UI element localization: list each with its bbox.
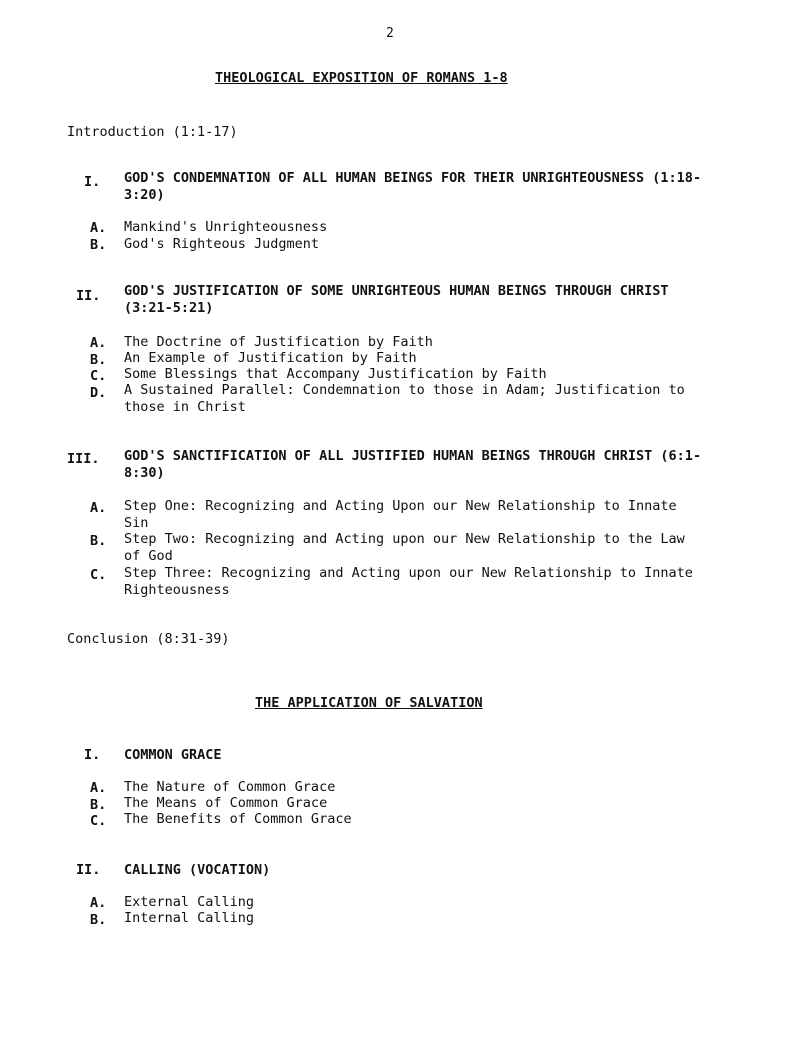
outline-item: External Calling [124,894,255,910]
item-letter: C. [90,368,107,384]
item-letter: B. [90,797,107,813]
introduction-line: Introduction (1:1-17) [67,124,238,140]
outline-item: A Sustained Parallel: Condemnation to those in Adam; Justification to those in Christ [124,382,685,415]
outline-item: Internal Calling [124,910,255,926]
part-numeral: I. [84,747,101,763]
item-letter: B. [90,352,107,368]
outline-item: The Nature of Common Grace [124,779,336,795]
page-number: 2 [386,26,394,41]
item-letter: A. [90,335,107,351]
part-heading: GOD'S CONDEMNATION OF ALL HUMAN BEINGS FOR THEIR UNRIGHTEOUSNESS (1:18-3:20) [124,170,702,203]
item-letter: A. [90,220,107,236]
outline-item: Some Blessings that Accompany Justification by Faith [124,366,547,382]
section-title-salvation: THE APPLICATION OF SALVATION [255,695,483,711]
outline-item: An Example of Justification by Faith [124,350,417,366]
item-letter: C. [90,567,107,583]
outline-item: Step Two: Recognizing and Acting upon our New Relationship to the Law of God [124,531,685,564]
outline-item: The Means of Common Grace [124,795,328,811]
outline-item: Step Three: Recognizing and Acting upon our New Relationship to Innate Righteousness [124,565,693,598]
outline-item: The Doctrine of Justification by Faith [124,334,433,350]
item-letter: C. [90,813,107,829]
part-heading: GOD'S SANCTIFICATION OF ALL JUSTIFIED HUMAN BEINGS THROUGH CHRIST (6:1-8:30) [124,448,702,481]
part-heading: CALLING (VOCATION) [124,862,271,878]
outline-item: Mankind's Unrighteousness [124,219,328,235]
part-numeral: II. [76,288,101,304]
section-title-romans: THEOLOGICAL EXPOSITION OF ROMANS 1-8 [215,70,508,86]
item-letter: B. [90,533,107,549]
part-heading: COMMON GRACE [124,747,222,763]
item-letter: A. [90,500,107,516]
conclusion-line: Conclusion (8:31-39) [67,631,230,647]
outline-item: God's Righteous Judgment [124,236,320,252]
item-letter: A. [90,895,107,911]
item-letter: D. [90,385,107,401]
part-heading: GOD'S JUSTIFICATION OF SOME UNRIGHTEOUS HUMAN BEINGS THROUGH CHRIST (3:21-5:21) [124,283,669,316]
item-letter: B. [90,237,107,253]
part-numeral: II. [76,862,101,878]
outline-item: Step One: Recognizing and Acting Upon our New Relationship to Innate Sin [124,498,677,531]
part-numeral: I. [84,174,101,190]
outline-item: The Benefits of Common Grace [124,811,352,827]
item-letter: A. [90,780,107,796]
item-letter: B. [90,912,107,928]
part-numeral: III. [67,451,100,467]
